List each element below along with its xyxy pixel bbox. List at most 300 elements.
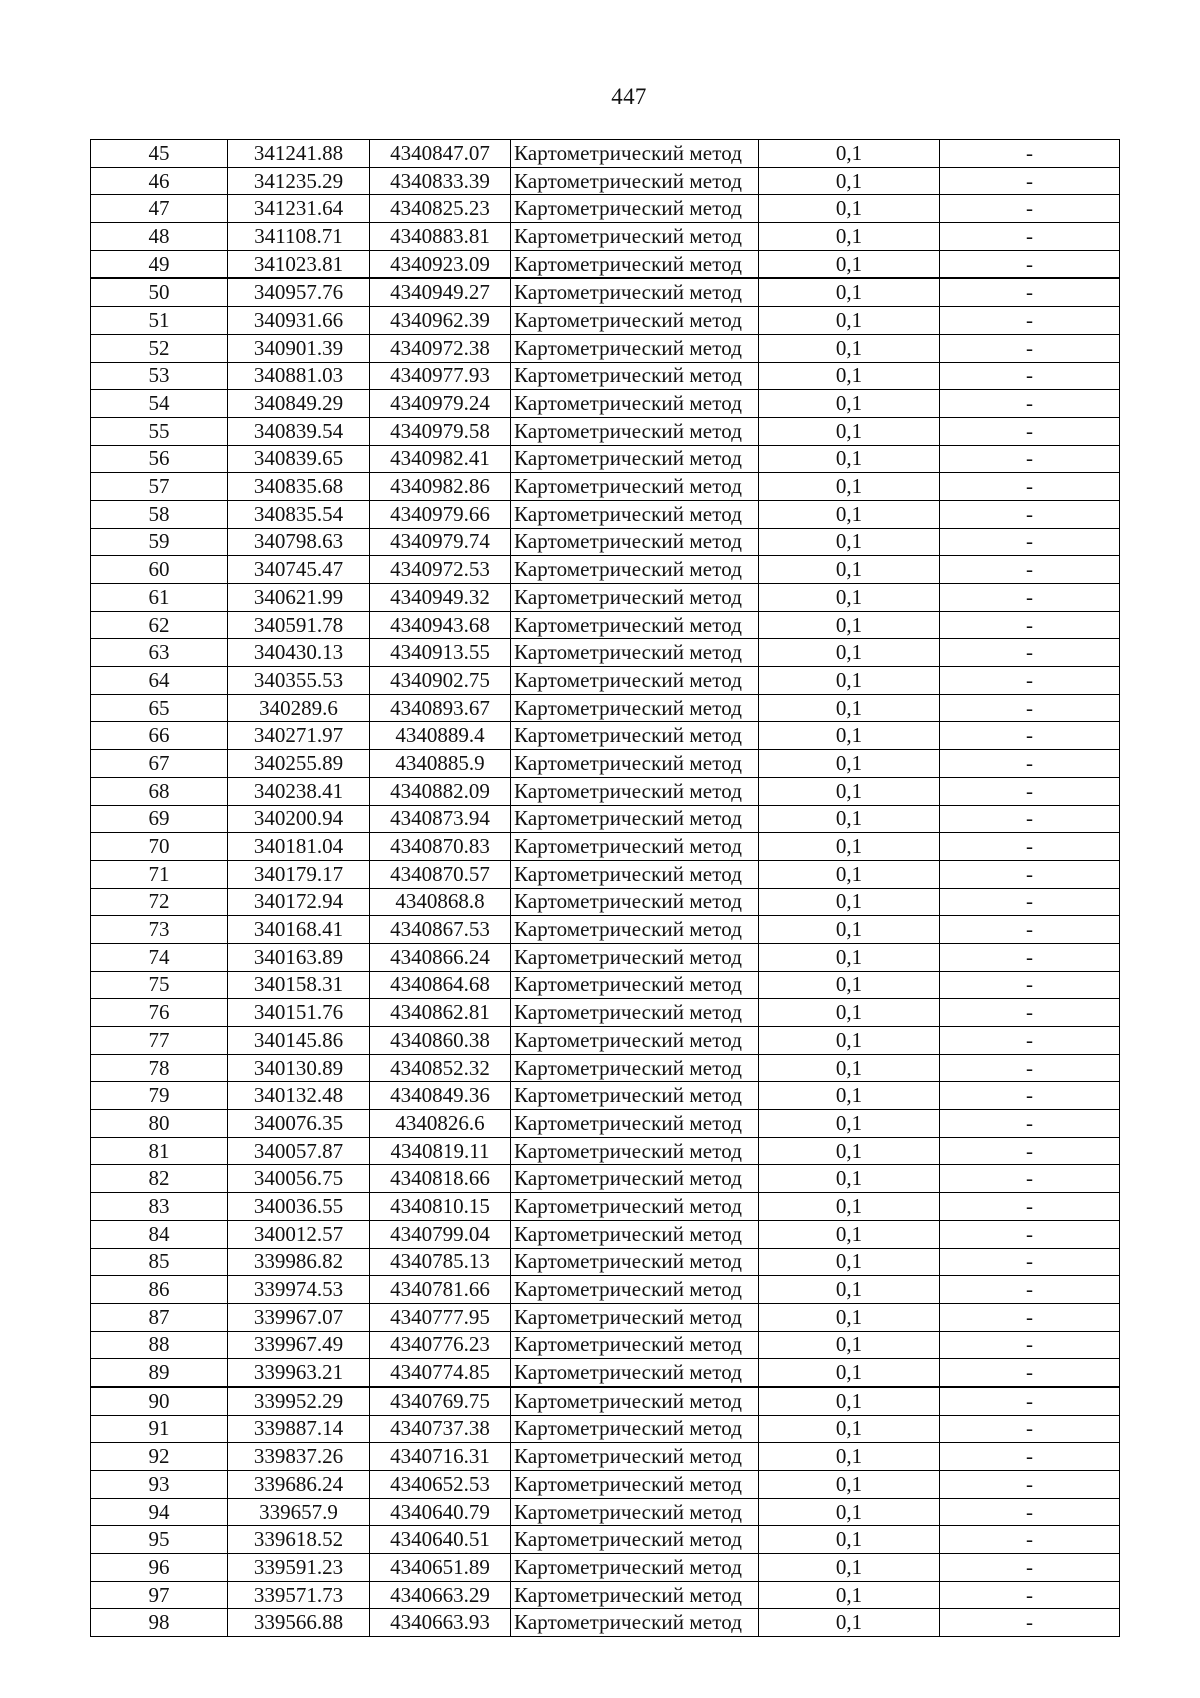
table-row (91, 445, 1120, 473)
point-number-cell: 92 (91, 1443, 228, 1471)
point-number-cell: 69 (91, 805, 228, 833)
y-coordinate-cell: 4340870.57 (370, 860, 511, 888)
table-row (91, 1082, 1120, 1110)
y-coordinate-cell: 4340818.66 (370, 1165, 511, 1193)
note-cell: - (940, 1471, 1120, 1499)
x-coordinate-cell: 340798.63 (228, 528, 370, 556)
y-coordinate-cell: 4340737.38 (370, 1415, 511, 1443)
table-row (91, 833, 1120, 861)
y-coordinate-cell: 4340979.74 (370, 528, 511, 556)
accuracy-cell: 0,1 (759, 750, 940, 778)
x-coordinate-cell: 341231.64 (228, 195, 370, 223)
y-coordinate-cell: 4340864.68 (370, 971, 511, 999)
accuracy-cell: 0,1 (759, 1110, 940, 1138)
method-cell: Картометрический метод (511, 777, 759, 805)
y-coordinate-cell: 4340799.04 (370, 1220, 511, 1248)
point-number-cell: 46 (91, 167, 228, 195)
accuracy-cell: 0,1 (759, 611, 940, 639)
x-coordinate-cell: 340355.53 (228, 667, 370, 695)
accuracy-cell: 0,1 (759, 1303, 940, 1331)
y-coordinate-cell: 4340862.81 (370, 999, 511, 1027)
point-number-cell: 60 (91, 556, 228, 584)
point-number-cell: 67 (91, 750, 228, 778)
accuracy-cell: 0,1 (759, 195, 940, 223)
accuracy-cell: 0,1 (759, 943, 940, 971)
y-coordinate-cell: 4340979.66 (370, 500, 511, 528)
accuracy-cell: 0,1 (759, 833, 940, 861)
method-cell: Картометрический метод (511, 1193, 759, 1221)
y-coordinate-cell: 4340923.09 (370, 250, 511, 278)
accuracy-cell: 0,1 (759, 888, 940, 916)
method-cell: Картометрический метод (511, 445, 759, 473)
table-row (91, 860, 1120, 888)
x-coordinate-cell: 340036.55 (228, 1193, 370, 1221)
table-row (91, 1415, 1120, 1443)
x-coordinate-cell: 340957.76 (228, 278, 370, 306)
method-cell: Картометрический метод (511, 250, 759, 278)
point-number-cell: 91 (91, 1415, 228, 1443)
y-coordinate-cell: 4340826.6 (370, 1110, 511, 1138)
note-cell: - (940, 611, 1120, 639)
method-cell: Картометрический метод (511, 140, 759, 168)
y-coordinate-cell: 4340825.23 (370, 195, 511, 223)
table-row (91, 722, 1120, 750)
method-cell: Картометрический метод (511, 916, 759, 944)
x-coordinate-cell: 340163.89 (228, 943, 370, 971)
x-coordinate-cell: 340168.41 (228, 916, 370, 944)
x-coordinate-cell: 339986.82 (228, 1248, 370, 1276)
accuracy-cell: 0,1 (759, 694, 940, 722)
x-coordinate-cell: 340158.31 (228, 971, 370, 999)
accuracy-cell: 0,1 (759, 1054, 940, 1082)
method-cell: Картометрический метод (511, 1220, 759, 1248)
method-cell: Картометрический метод (511, 167, 759, 195)
point-number-cell: 59 (91, 528, 228, 556)
method-cell: Картометрический метод (511, 1331, 759, 1359)
note-cell: - (940, 307, 1120, 335)
y-coordinate-cell: 4340769.75 (370, 1387, 511, 1415)
y-coordinate-cell: 4340943.68 (370, 611, 511, 639)
x-coordinate-cell: 340430.13 (228, 639, 370, 667)
y-coordinate-cell: 4340852.32 (370, 1054, 511, 1082)
point-number-cell: 81 (91, 1137, 228, 1165)
x-coordinate-cell: 340621.99 (228, 584, 370, 612)
accuracy-cell: 0,1 (759, 1165, 940, 1193)
table-row (91, 1110, 1120, 1138)
accuracy-cell: 0,1 (759, 916, 940, 944)
table-row (91, 1359, 1120, 1387)
x-coordinate-cell: 340835.54 (228, 500, 370, 528)
note-cell: - (940, 1193, 1120, 1221)
point-number-cell: 73 (91, 916, 228, 944)
point-number-cell: 68 (91, 777, 228, 805)
x-coordinate-cell: 339967.07 (228, 1303, 370, 1331)
table-row (91, 1303, 1120, 1331)
x-coordinate-cell: 340151.76 (228, 999, 370, 1027)
x-coordinate-cell: 340849.29 (228, 390, 370, 418)
accuracy-cell: 0,1 (759, 1387, 940, 1415)
table-row (91, 777, 1120, 805)
accuracy-cell: 0,1 (759, 445, 940, 473)
y-coordinate-cell: 4340979.24 (370, 390, 511, 418)
table-row (91, 943, 1120, 971)
method-cell: Картометрический метод (511, 1498, 759, 1526)
y-coordinate-cell: 4340716.31 (370, 1443, 511, 1471)
method-cell: Картометрический метод (511, 888, 759, 916)
point-number-cell: 76 (91, 999, 228, 1027)
note-cell: - (940, 417, 1120, 445)
method-cell: Картометрический метод (511, 860, 759, 888)
method-cell: Картометрический метод (511, 722, 759, 750)
y-coordinate-cell: 4340982.86 (370, 473, 511, 501)
x-coordinate-cell: 339686.24 (228, 1471, 370, 1499)
note-cell: - (940, 195, 1120, 223)
x-coordinate-cell: 340057.87 (228, 1137, 370, 1165)
y-coordinate-cell: 4340867.53 (370, 916, 511, 944)
method-cell: Картометрический метод (511, 473, 759, 501)
note-cell: - (940, 1609, 1120, 1637)
accuracy-cell: 0,1 (759, 1609, 940, 1637)
accuracy-cell: 0,1 (759, 1415, 940, 1443)
x-coordinate-cell: 339974.53 (228, 1276, 370, 1304)
accuracy-cell: 0,1 (759, 334, 940, 362)
y-coordinate-cell: 4340982.41 (370, 445, 511, 473)
x-coordinate-cell: 340591.78 (228, 611, 370, 639)
table-row (91, 223, 1120, 251)
note-cell: - (940, 500, 1120, 528)
accuracy-cell: 0,1 (759, 167, 940, 195)
note-cell: - (940, 584, 1120, 612)
accuracy-cell: 0,1 (759, 1443, 940, 1471)
accuracy-cell: 0,1 (759, 1248, 940, 1276)
accuracy-cell: 0,1 (759, 999, 940, 1027)
y-coordinate-cell: 4340889.4 (370, 722, 511, 750)
y-coordinate-cell: 4340882.09 (370, 777, 511, 805)
method-cell: Картометрический метод (511, 1276, 759, 1304)
accuracy-cell: 0,1 (759, 278, 940, 306)
point-number-cell: 88 (91, 1331, 228, 1359)
method-cell: Картометрический метод (511, 1110, 759, 1138)
method-cell: Картометрический метод (511, 667, 759, 695)
note-cell: - (940, 1110, 1120, 1138)
y-coordinate-cell: 4340651.89 (370, 1554, 511, 1582)
table-row (91, 1609, 1120, 1637)
table-row (91, 999, 1120, 1027)
accuracy-cell: 0,1 (759, 1581, 940, 1609)
y-coordinate-cell: 4340902.75 (370, 667, 511, 695)
table-row (91, 1554, 1120, 1582)
table-row (91, 500, 1120, 528)
accuracy-cell: 0,1 (759, 140, 940, 168)
y-coordinate-cell: 4340785.13 (370, 1248, 511, 1276)
note-cell: - (940, 1331, 1120, 1359)
y-coordinate-cell: 4340977.93 (370, 362, 511, 390)
method-cell: Картометрический метод (511, 334, 759, 362)
note-cell: - (940, 140, 1120, 168)
accuracy-cell: 0,1 (759, 722, 940, 750)
note-cell: - (940, 1220, 1120, 1248)
accuracy-cell: 0,1 (759, 1027, 940, 1055)
table-row (91, 805, 1120, 833)
y-coordinate-cell: 4340847.07 (370, 140, 511, 168)
point-number-cell: 48 (91, 223, 228, 251)
x-coordinate-cell: 339967.49 (228, 1331, 370, 1359)
point-number-cell: 71 (91, 860, 228, 888)
method-cell: Картометрический метод (511, 1415, 759, 1443)
y-coordinate-cell: 4340860.38 (370, 1027, 511, 1055)
point-number-cell: 77 (91, 1027, 228, 1055)
method-cell: Картометрический метод (511, 1303, 759, 1331)
note-cell: - (940, 1027, 1120, 1055)
point-number-cell: 49 (91, 250, 228, 278)
x-coordinate-cell: 340076.35 (228, 1110, 370, 1138)
note-cell: - (940, 473, 1120, 501)
accuracy-cell: 0,1 (759, 1359, 940, 1387)
note-cell: - (940, 1554, 1120, 1582)
note-cell: - (940, 833, 1120, 861)
method-cell: Картометрический метод (511, 1443, 759, 1471)
table-row (91, 417, 1120, 445)
y-coordinate-cell: 4340868.8 (370, 888, 511, 916)
x-coordinate-cell: 341023.81 (228, 250, 370, 278)
method-cell: Картометрический метод (511, 390, 759, 418)
note-cell: - (940, 694, 1120, 722)
point-number-cell: 89 (91, 1359, 228, 1387)
point-number-cell: 98 (91, 1609, 228, 1637)
table-row (91, 195, 1120, 223)
point-number-cell: 50 (91, 278, 228, 306)
note-cell: - (940, 1276, 1120, 1304)
x-coordinate-cell: 340181.04 (228, 833, 370, 861)
note-cell: - (940, 999, 1120, 1027)
y-coordinate-cell: 4340781.66 (370, 1276, 511, 1304)
y-coordinate-cell: 4340962.39 (370, 307, 511, 335)
table-row (91, 1276, 1120, 1304)
y-coordinate-cell: 4340949.32 (370, 584, 511, 612)
x-coordinate-cell: 340931.66 (228, 307, 370, 335)
table-row (91, 1581, 1120, 1609)
table-row (91, 639, 1120, 667)
page-number: 447 (611, 84, 647, 109)
table-row (91, 278, 1120, 306)
x-coordinate-cell: 340835.68 (228, 473, 370, 501)
note-cell: - (940, 334, 1120, 362)
table-row (91, 888, 1120, 916)
method-cell: Картометрический метод (511, 1359, 759, 1387)
table-row (91, 1220, 1120, 1248)
x-coordinate-cell: 340200.94 (228, 805, 370, 833)
y-coordinate-cell: 4340873.94 (370, 805, 511, 833)
note-cell: - (940, 888, 1120, 916)
x-coordinate-cell: 340289.6 (228, 694, 370, 722)
method-cell: Картометрический метод (511, 639, 759, 667)
x-coordinate-cell: 340839.65 (228, 445, 370, 473)
note-cell: - (940, 556, 1120, 584)
point-number-cell: 78 (91, 1054, 228, 1082)
accuracy-cell: 0,1 (759, 1554, 940, 1582)
method-cell: Картометрический метод (511, 943, 759, 971)
method-cell: Картометрический метод (511, 307, 759, 335)
method-cell: Картометрический метод (511, 362, 759, 390)
accuracy-cell: 0,1 (759, 223, 940, 251)
point-number-cell: 84 (91, 1220, 228, 1248)
table-row (91, 307, 1120, 335)
point-number-cell: 96 (91, 1554, 228, 1582)
note-cell: - (940, 445, 1120, 473)
note-cell: - (940, 250, 1120, 278)
note-cell: - (940, 639, 1120, 667)
point-number-cell: 55 (91, 417, 228, 445)
method-cell: Картометрический метод (511, 500, 759, 528)
accuracy-cell: 0,1 (759, 1498, 940, 1526)
table-row (91, 1526, 1120, 1554)
x-coordinate-cell: 341235.29 (228, 167, 370, 195)
note-cell: - (940, 1137, 1120, 1165)
point-number-cell: 82 (91, 1165, 228, 1193)
method-cell: Картометрический метод (511, 833, 759, 861)
y-coordinate-cell: 4340885.9 (370, 750, 511, 778)
table-row (91, 140, 1120, 168)
table-row (91, 1054, 1120, 1082)
method-cell: Картометрический метод (511, 417, 759, 445)
method-cell: Картометрический метод (511, 584, 759, 612)
note-cell: - (940, 860, 1120, 888)
note-cell: - (940, 1526, 1120, 1554)
note-cell: - (940, 1581, 1120, 1609)
y-coordinate-cell: 4340949.27 (370, 278, 511, 306)
y-coordinate-cell: 4340810.15 (370, 1193, 511, 1221)
table-row (91, 916, 1120, 944)
note-cell: - (940, 1082, 1120, 1110)
table-row (91, 667, 1120, 695)
accuracy-cell: 0,1 (759, 473, 940, 501)
table-row (91, 167, 1120, 195)
y-coordinate-cell: 4340663.29 (370, 1581, 511, 1609)
table-body (91, 140, 1120, 1637)
table-row (91, 362, 1120, 390)
point-number-cell: 95 (91, 1526, 228, 1554)
note-cell: - (940, 1248, 1120, 1276)
point-number-cell: 79 (91, 1082, 228, 1110)
method-cell: Картометрический метод (511, 750, 759, 778)
x-coordinate-cell: 340745.47 (228, 556, 370, 584)
point-number-cell: 90 (91, 1387, 228, 1415)
note-cell: - (940, 528, 1120, 556)
note-cell: - (940, 916, 1120, 944)
y-coordinate-cell: 4340849.36 (370, 1082, 511, 1110)
note-cell: - (940, 1359, 1120, 1387)
point-number-cell: 56 (91, 445, 228, 473)
method-cell: Картометрический метод (511, 1609, 759, 1637)
point-number-cell: 86 (91, 1276, 228, 1304)
note-cell: - (940, 722, 1120, 750)
y-coordinate-cell: 4340652.53 (370, 1471, 511, 1499)
note-cell: - (940, 667, 1120, 695)
y-coordinate-cell: 4340833.39 (370, 167, 511, 195)
accuracy-cell: 0,1 (759, 667, 940, 695)
y-coordinate-cell: 4340893.67 (370, 694, 511, 722)
x-coordinate-cell: 341108.71 (228, 223, 370, 251)
accuracy-cell: 0,1 (759, 1082, 940, 1110)
point-number-cell: 57 (91, 473, 228, 501)
accuracy-cell: 0,1 (759, 1276, 940, 1304)
note-cell: - (940, 390, 1120, 418)
accuracy-cell: 0,1 (759, 860, 940, 888)
x-coordinate-cell: 339887.14 (228, 1415, 370, 1443)
note-cell: - (940, 1387, 1120, 1415)
point-number-cell: 45 (91, 140, 228, 168)
y-coordinate-cell: 4340979.58 (370, 417, 511, 445)
method-cell: Картометрический метод (511, 611, 759, 639)
point-number-cell: 74 (91, 943, 228, 971)
method-cell: Картометрический метод (511, 694, 759, 722)
y-coordinate-cell: 4340663.93 (370, 1609, 511, 1637)
method-cell: Картометрический метод (511, 195, 759, 223)
point-number-cell: 72 (91, 888, 228, 916)
accuracy-cell: 0,1 (759, 390, 940, 418)
method-cell: Картометрический метод (511, 1526, 759, 1554)
table-row (91, 250, 1120, 278)
accuracy-cell: 0,1 (759, 1193, 940, 1221)
note-cell: - (940, 1415, 1120, 1443)
x-coordinate-cell: 340271.97 (228, 722, 370, 750)
note-cell: - (940, 943, 1120, 971)
point-number-cell: 94 (91, 1498, 228, 1526)
table-row (91, 556, 1120, 584)
table-row (91, 1387, 1120, 1415)
table-row (91, 1193, 1120, 1221)
x-coordinate-cell: 340881.03 (228, 362, 370, 390)
method-cell: Картометрический метод (511, 999, 759, 1027)
note-cell: - (940, 971, 1120, 999)
point-number-cell: 63 (91, 639, 228, 667)
table-row (91, 584, 1120, 612)
table-row (91, 694, 1120, 722)
point-number-cell: 47 (91, 195, 228, 223)
method-cell: Картометрический метод (511, 1581, 759, 1609)
y-coordinate-cell: 4340777.95 (370, 1303, 511, 1331)
note-cell: - (940, 1165, 1120, 1193)
method-cell: Картометрический метод (511, 1471, 759, 1499)
note-cell: - (940, 1498, 1120, 1526)
accuracy-cell: 0,1 (759, 556, 940, 584)
table-row (91, 334, 1120, 362)
table-row (91, 1137, 1120, 1165)
table-row (91, 1248, 1120, 1276)
y-coordinate-cell: 4340776.23 (370, 1331, 511, 1359)
table-row (91, 971, 1120, 999)
x-coordinate-cell: 340238.41 (228, 777, 370, 805)
method-cell: Картометрический метод (511, 1137, 759, 1165)
note-cell: - (940, 167, 1120, 195)
point-number-cell: 83 (91, 1193, 228, 1221)
method-cell: Картометрический метод (511, 1165, 759, 1193)
table-row (91, 390, 1120, 418)
note-cell: - (940, 362, 1120, 390)
x-coordinate-cell: 341241.88 (228, 140, 370, 168)
point-number-cell: 65 (91, 694, 228, 722)
point-number-cell: 85 (91, 1248, 228, 1276)
accuracy-cell: 0,1 (759, 362, 940, 390)
y-coordinate-cell: 4340640.51 (370, 1526, 511, 1554)
point-number-cell: 70 (91, 833, 228, 861)
accuracy-cell: 0,1 (759, 1137, 940, 1165)
note-cell: - (940, 750, 1120, 778)
accuracy-cell: 0,1 (759, 777, 940, 805)
method-cell: Картометрический метод (511, 971, 759, 999)
accuracy-cell: 0,1 (759, 307, 940, 335)
point-number-cell: 66 (91, 722, 228, 750)
